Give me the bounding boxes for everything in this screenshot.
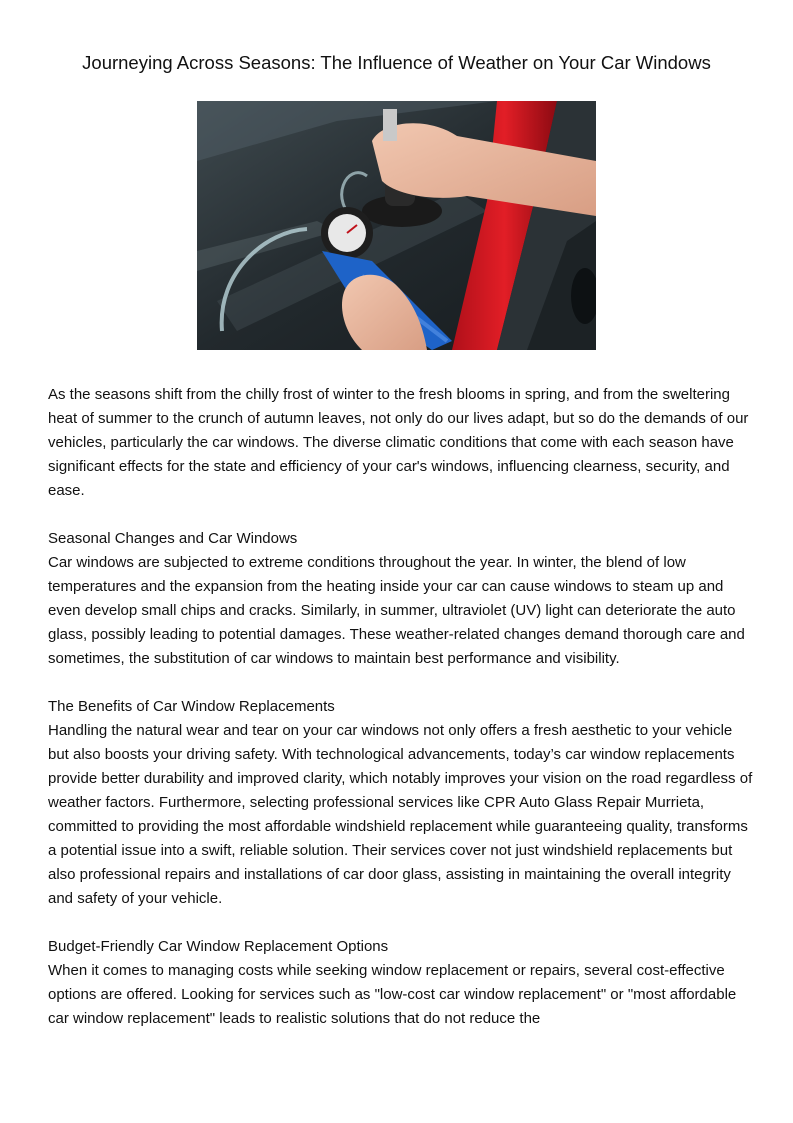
article-body (48, 383, 753, 1031)
section-heading: The Benefits of Car Window Replacements (48, 698, 335, 715)
section-heading: Budget-Friendly Car Window Replacement Options (48, 938, 389, 955)
section-heading: Seasonal Changes and Car Windows (48, 530, 298, 547)
windshield-repair-photo (197, 101, 596, 350)
page-title: Journeying Across Seasons: The Influence of Weather on Your Car Windows (82, 52, 711, 73)
intro-paragraph: As the seasons shift from the chilly frost of winter to the fresh blooms in spring, and from the sweltering heat of summer to the crunch of autumn leaves, not only do our lives adapt, but so do the demands of our vehicles, particularly the car windows. The diverse climatic conditions that come with each season have significant effects for the state and efficiency of your car's windows, influencing clearness, security, and ease. (48, 386, 749, 499)
section-paragraph: Car windows are subjected to extreme conditions throughout the year. In winter, the blend of low temperatures and the expansion from the heating inside your car can cause windows to steam up and even develop small chips and cracks. Similarly, in summer, ultraviolet (UV) light can deteriorate the auto glass, possibly leading to potential damages. These weather-related changes demand thorough care and sometimes, the substitution of car windows to maintain best performance and visibility. (48, 554, 745, 667)
section-paragraph: When it comes to managing costs while seeking window replacement or repairs, several cost-effective options are offered. Looking for services such as "low-cost car window replacement" or "most affordable car window replacement" leads to realistic solutions that do not reduce the (48, 962, 737, 1027)
section-paragraph: Handling the natural wear and tear on your car windows not only offers a fresh aesthetic to your vehicle but also boosts your driving safety. With technological advancements, today’s car window replacements provide better durability and improved clarity, which notably improves your vision on the road regardless of weather factors. Furthermore, selecting professional services like CPR Auto Glass Repair Murrieta, committed to providing the most affordable windshield replacement while guaranteeing quality, transforms a potential issue into a swift, reliable solution. Their services cover not just windshield replacements but also professional repairs and installations of car door glass, assisting in maintaining the overall integrity and safety of your vehicle. (48, 722, 753, 907)
